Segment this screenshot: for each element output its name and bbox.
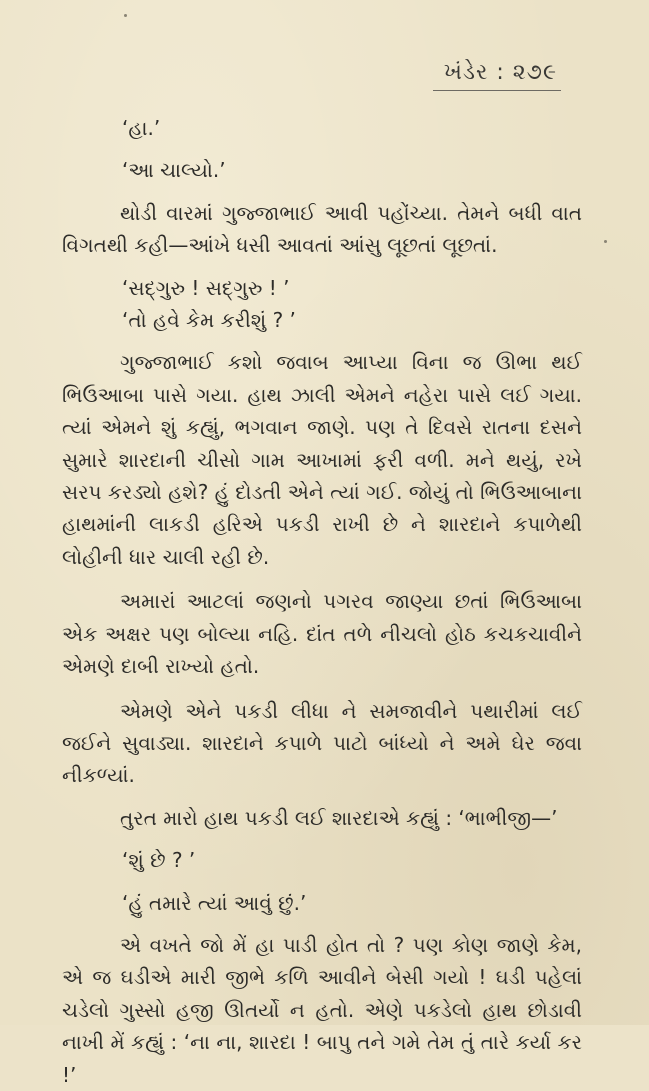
paragraph: ‘હા.’ xyxy=(122,116,161,140)
paragraph: ‘આ ચાલ્યો.’ xyxy=(122,158,226,183)
paragraph: ‘સદ્‌ગુરુ ! સદ્‌ગુરુ ! ’ xyxy=(122,275,290,300)
paragraph: ગુજ્જાભાઈ કશો જવાબ આપ્યા વિના જ ઊભા થઈ ભિઉઆબા પાસે ગયા. હાથ ઝાલી એમને નહેરા પાસે લઈ ગયા. ત્યાં એમને શું કહ્યું, ભગવાન જાણે. પણ તે દિવસે રાતના દસને સુમારે શારદાની ચીસો ગામ આખામાં ફરી વળી. મને થયું, રખે સરપ કરડ્યો હશે? હું દોડતી એને ત્યાં ગઈ. જોયું તો ભિઉઆબાના હાથમાંની લાકડી હરિએ પકડી રાખી છે ને શારદાને કપાળેથી લોહીની ધાર ચાલી રહી છે. xyxy=(62,350,582,569)
paragraph: એમણે એને પકડી લીધા ને સમજાવીને પથારીમાં લઈ જઈને સુવાડ્યા. શારદાને કપાળે પાટો બાંધ્યો ને અમે ઘેર જવા નીકળ્યાં. xyxy=(62,698,582,788)
running-header: ખંડેર : ૨૭૯ xyxy=(443,60,557,85)
page-body xyxy=(62,112,582,1091)
paragraph: ‘શું છે ? ’ xyxy=(122,848,196,873)
paragraph: એ વખતે જો મેં હા પાડી હોત તો ? પણ કોણ જાણે કેમ, એ જ ઘડીએ મારી જીભે કળિ આવીને બેસી ગયો ! ઘડી પહેલાં ચડેલો ગુસ્સો હજી ઊતર્યો ન હતો. એણે પકડેલો હાથ છોડાવી નાખી મેં કહ્યું : ‘ના ના, શારદા ! બાપુ તને ગમે તેમ તું તારે કર્યા કર !’ xyxy=(62,932,582,1087)
paragraph: તુરત મારો હાથ પકડી લઈ શારદાએ કહ્યું : ‘ભાભીજી—’ xyxy=(120,805,558,830)
paper-speck xyxy=(604,240,607,243)
paper-speck xyxy=(124,14,127,17)
paragraph: થોડી વારમાં ગુજ્જાભાઈ આવી પહોંચ્યા. તેમને બધી વાત વિગતથી કહી—આંખે ધસી આવતાં આંસુ લૂછતાં લૂછતાં. xyxy=(62,200,582,258)
paragraph: ‘તો હવે કેમ કરીશું ? ’ xyxy=(122,308,296,333)
header-underline xyxy=(433,90,561,91)
paragraph: અમારાં આટલાં જણનો પગરવ જાણ્યા છતાં ભિઉઆબા એક અક્ષર પણ બોલ્યા નહિ. દાંત તળે નીચલો હોઠ કચકચાવીને એમણે દાબી રાખ્યો હતો. xyxy=(62,589,582,679)
paragraph: ‘હું તમારે ત્યાં આવું છું.’ xyxy=(122,890,307,915)
